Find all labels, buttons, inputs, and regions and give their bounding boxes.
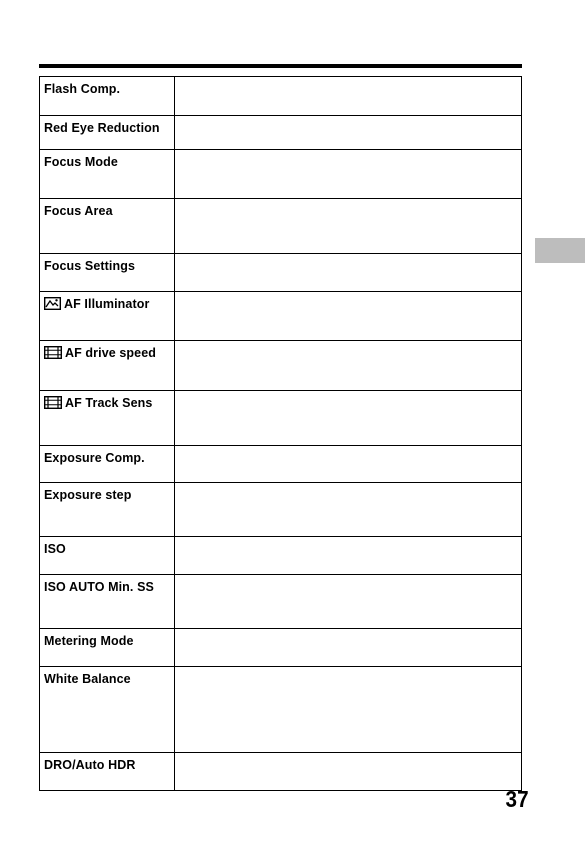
menu-item-cell <box>40 341 175 391</box>
table-row <box>40 629 522 667</box>
menu-item-label: DRO/Auto HDR <box>40 753 175 791</box>
menu-item-description <box>175 199 522 254</box>
menu-item-description <box>175 116 522 150</box>
menu-item-label: Exposure Comp. <box>40 446 175 483</box>
menu-item-label: AF Track Sens <box>65 396 153 410</box>
page-number: 37 <box>505 786 529 812</box>
table-row <box>40 199 522 254</box>
menu-item-description <box>175 391 522 446</box>
menu-item-label: Flash Comp. <box>40 77 175 116</box>
menu-item-cell <box>40 292 175 341</box>
table-row <box>40 753 522 791</box>
menu-item-cell <box>40 391 175 446</box>
menu-item-label: Metering Mode <box>40 629 175 667</box>
menu-item-description <box>175 629 522 667</box>
menu-item-description <box>175 254 522 292</box>
movie-icon <box>44 396 62 412</box>
menu-item-description <box>175 446 522 483</box>
menu-item-label: Focus Settings <box>40 254 175 292</box>
table-row <box>40 446 522 483</box>
table-row <box>40 77 522 116</box>
table-row <box>40 667 522 753</box>
menu-item-description <box>175 575 522 629</box>
table-row <box>40 575 522 629</box>
menu-item-label: Focus Area <box>40 199 175 254</box>
table-row <box>40 116 522 150</box>
table-row <box>40 254 522 292</box>
table-row <box>40 150 522 199</box>
menu-item-label: White Balance <box>40 667 175 753</box>
menu-item-label: Exposure step <box>40 483 175 537</box>
menu-item-description <box>175 537 522 575</box>
menu-item-description <box>175 292 522 341</box>
table-row <box>40 537 522 575</box>
menu-item-description <box>175 483 522 537</box>
menu-item-label: ISO AUTO Min. SS <box>40 575 175 629</box>
header-rule <box>39 64 522 68</box>
menu-item-description <box>175 150 522 199</box>
menu-item-label: AF Illuminator <box>64 297 150 311</box>
table-row <box>40 483 522 537</box>
table-row <box>40 292 522 341</box>
table-row <box>40 341 522 391</box>
menu-item-description <box>175 753 522 791</box>
chapter-side-tab <box>535 238 585 263</box>
menu-item-label: ISO <box>40 537 175 575</box>
menu-item-description <box>175 667 522 753</box>
menu-table <box>39 76 522 791</box>
menu-item-description <box>175 341 522 391</box>
menu-item-description <box>175 77 522 116</box>
menu-item-label: AF drive speed <box>65 346 157 360</box>
movie-icon <box>44 346 62 362</box>
menu-item-label: Focus Mode <box>40 150 175 199</box>
still-image-icon <box>44 297 61 313</box>
menu-item-label: Red Eye Reduction <box>40 116 175 150</box>
table-row <box>40 391 522 446</box>
